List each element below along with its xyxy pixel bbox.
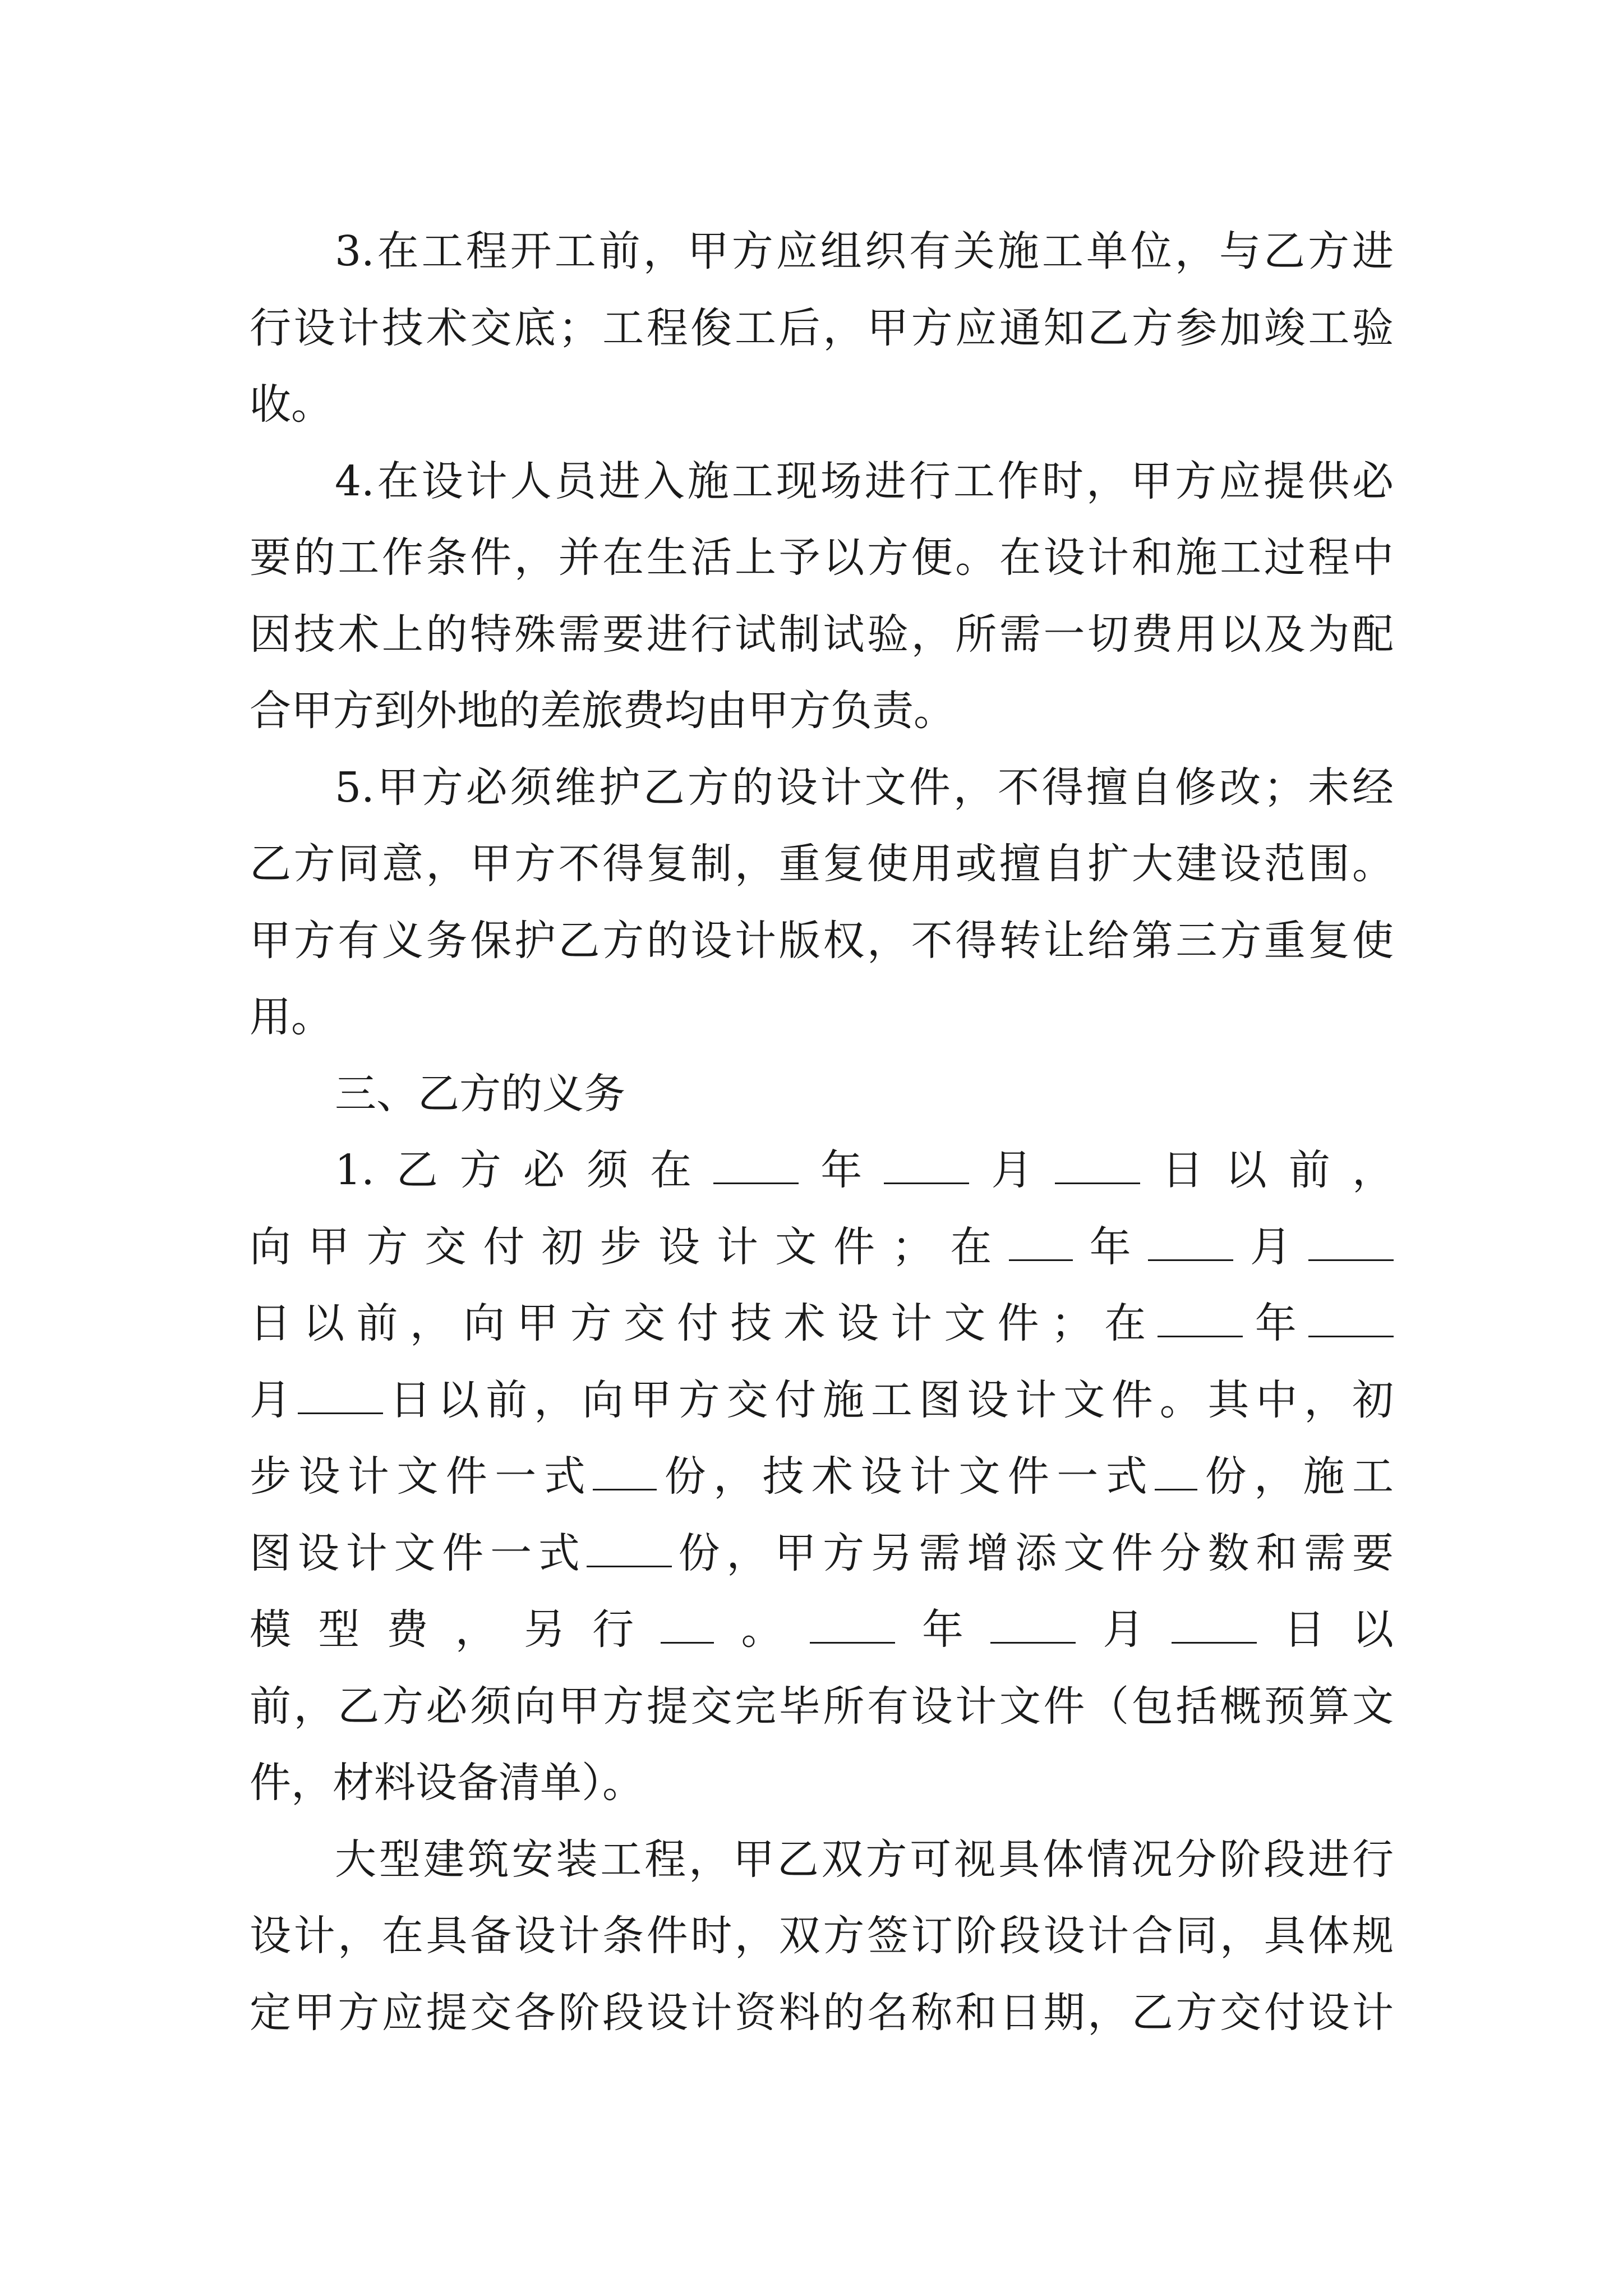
text-segment: 收。 [250, 380, 333, 429]
text-segment: 甲方有义务保护乙方的设计版权，不得转让给第三方重复使 [250, 916, 1394, 965]
text-line [250, 443, 1394, 520]
text-segment: 年 [895, 1605, 991, 1654]
text-segment: 5.甲方必须维护乙方的设计文件，不得擅自修改；未经 [335, 763, 1394, 812]
text-segment: 年 [1243, 1299, 1309, 1347]
text-line [250, 826, 1394, 903]
text-line [250, 1515, 1394, 1592]
fill-in-blank [1308, 1296, 1394, 1337]
text-segment: 日以 [1256, 1605, 1394, 1654]
text-line [250, 1668, 1394, 1745]
fill-in-blank [1158, 1296, 1243, 1337]
text-segment: 件，材料设备清单）。 [250, 1759, 644, 1807]
fill-in-blank [884, 1143, 969, 1184]
fill-in-blank [990, 1603, 1076, 1644]
text-line [250, 290, 1394, 367]
text-line [250, 1285, 1394, 1362]
text-segment: 日以前，向甲方交付施工图设计文件。其中，初 [382, 1375, 1394, 1424]
text-segment: 月 [1076, 1605, 1172, 1654]
text-segment: 向甲方交付初步设计文件；在 [250, 1222, 1009, 1271]
text-segment: 份，施工 [1197, 1452, 1394, 1501]
text-line [250, 1821, 1394, 1898]
fill-in-blank [810, 1603, 895, 1644]
fill-in-blank [1308, 1220, 1394, 1260]
text-line [250, 1591, 1394, 1668]
fill-in-blank [1055, 1143, 1140, 1184]
text-segment: 图设计文件一式 [250, 1529, 587, 1577]
fill-in-blank [1172, 1603, 1257, 1644]
text-segment: 3.在工程开工前，甲方应组织有关施工单位，与乙方进 [335, 227, 1394, 275]
text-segment: 。 [714, 1605, 810, 1654]
text-segment: 乙方同意，甲方不得复制，重复使用或擅自扩大建设范围。 [250, 840, 1394, 888]
text-segment: 份，技术设计文件一式 [657, 1452, 1155, 1501]
text-segment: 大型建筑安装工程，甲乙双方可视具体情况分阶段进行 [335, 1835, 1394, 1884]
text-segment: 年 [1072, 1222, 1148, 1271]
text-line [250, 213, 1394, 290]
text-segment: 模型费，另行 [250, 1605, 661, 1654]
text-segment: 月 [969, 1146, 1055, 1194]
text-segment: 三、乙方的义务 [335, 1069, 625, 1118]
text-line [250, 1362, 1394, 1439]
fill-in-blank [661, 1603, 714, 1644]
text-line [250, 366, 1394, 443]
text-segment: 设计，在具备设计条件时，双方签订阶段设计合同，具体规 [250, 1912, 1394, 1960]
text-segment: 日以前， [1140, 1146, 1394, 1194]
text-segment: 月 [1233, 1222, 1309, 1271]
fill-in-blank [593, 1450, 657, 1490]
text-segment: 前，乙方必须向甲方提交完毕所有设计文件（包括概预算文 [250, 1682, 1394, 1731]
fill-in-blank [713, 1143, 799, 1184]
text-segment: 份，甲方另需增添文件分数和需要 [671, 1529, 1394, 1577]
fill-in-blank [1009, 1220, 1073, 1260]
text-segment: 年 [799, 1146, 884, 1194]
text-line [250, 596, 1394, 673]
text-segment: 日以前，向甲方交付技术设计文件；在 [250, 1299, 1158, 1347]
text-segment: 1.乙方必须在 [335, 1146, 714, 1194]
text-line [250, 519, 1394, 596]
text-line [250, 979, 1394, 1056]
text-line [250, 1132, 1394, 1209]
fill-in-blank [1148, 1220, 1233, 1260]
fill-in-blank [298, 1373, 383, 1414]
text-line [250, 1898, 1394, 1975]
text-segment: 要的工作条件，并在生活上予以方便。在设计和施工过程中 [250, 533, 1394, 582]
text-segment: 合甲方到外地的差旅费均由甲方负责。 [250, 687, 955, 735]
text-line [250, 1745, 1394, 1821]
text-line [250, 1975, 1394, 2051]
fill-in-blank [1155, 1450, 1197, 1490]
text-line [250, 903, 1394, 979]
text-segment: 因技术上的特殊需要进行试制试验，所需一切费用以及为配 [250, 610, 1394, 659]
text-line [250, 749, 1394, 826]
text-segment: 步设计文件一式 [250, 1452, 593, 1501]
fill-in-blank [587, 1526, 672, 1567]
text-line [250, 1209, 1394, 1286]
text-line [250, 673, 1394, 749]
text-segment: 定甲方应提交各阶段设计资料的名称和日期，乙方交付设计 [250, 1988, 1394, 2037]
text-segment: 4.在设计人员进入施工现场进行工作时，甲方应提供必 [335, 457, 1394, 505]
text-line [250, 1056, 1394, 1133]
text-segment: 用。 [250, 993, 333, 1041]
text-line [250, 1438, 1394, 1515]
text-segment: 月 [250, 1375, 298, 1424]
contract-body-text [250, 213, 1394, 2051]
text-segment: 行设计技术交底；工程俊工后，甲方应通知乙方参加竣工验 [250, 303, 1394, 352]
